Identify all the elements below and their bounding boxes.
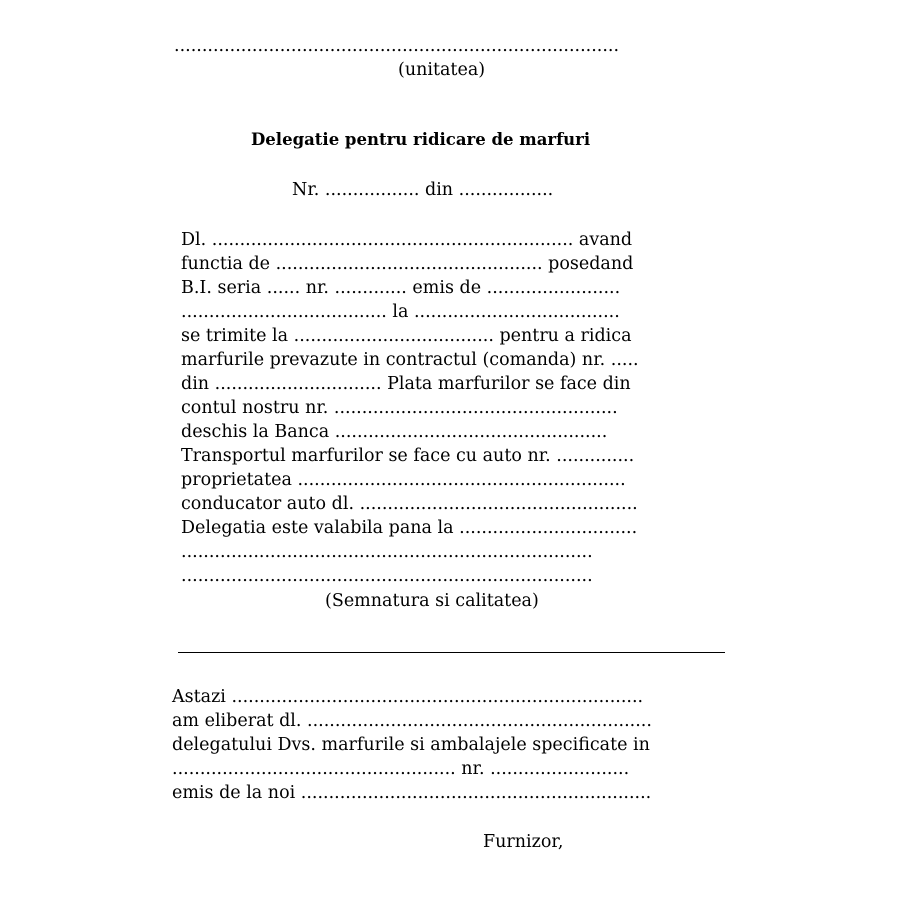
delegation-line: functia de ................................................ posedand (181, 254, 634, 274)
unit-dotted-line: ................................................................................ (174, 36, 620, 56)
unit-label: (unitatea) (398, 60, 486, 80)
delegation-line: deschis la Banca ................................................. (181, 422, 608, 442)
delegation-line: se trimite la .................................... pentru a ridica (181, 326, 632, 346)
supplier-label: Furnizor, (483, 832, 564, 852)
delegation-line: ..................................... la ..................................... (181, 302, 620, 322)
receipt-line: am eliberat dl. .............................................................. (172, 711, 652, 731)
receipt-line: delegatului Dvs. marfurile si ambalajele specificate in (172, 735, 650, 755)
delegation-line: contul nostru nr. ................................................... (181, 398, 618, 418)
delegation-line: conducator auto dl. .................................................. (181, 494, 638, 514)
delegation-line: .......................................................................... (181, 566, 593, 586)
delegation-line: Delegatia este valabila pana la ................................ (181, 518, 638, 538)
delegation-line: proprietatea ........................................................... (181, 470, 626, 490)
delegation-line: Transportul marfurilor se face cu auto nr. .............. (181, 446, 635, 466)
section-divider (178, 652, 725, 653)
receipt-line: ................................................... nr. ......................... (172, 759, 630, 779)
delegation-line: marfurile prevazute in contractul (comanda) nr. ..... (181, 350, 639, 370)
delegation-line: Dl. ................................................................. avand (181, 230, 633, 250)
delegation-line: .......................................................................... (181, 542, 593, 562)
number-date-line: Nr. ................. din ................. (292, 180, 554, 200)
delegation-line: B.I. seria ...... nr. ............. emis de ........................ (181, 278, 621, 298)
delegation-line: din .............................. Plata marfurilor se face din (181, 374, 631, 394)
receipt-line: emis de la noi ............................................................... (172, 783, 652, 803)
receipt-line: Astazi .......................................................................... (172, 687, 644, 707)
document-title: Delegatie pentru ridicare de marfuri (251, 130, 591, 149)
signature-label: (Semnatura si calitatea) (325, 591, 539, 611)
